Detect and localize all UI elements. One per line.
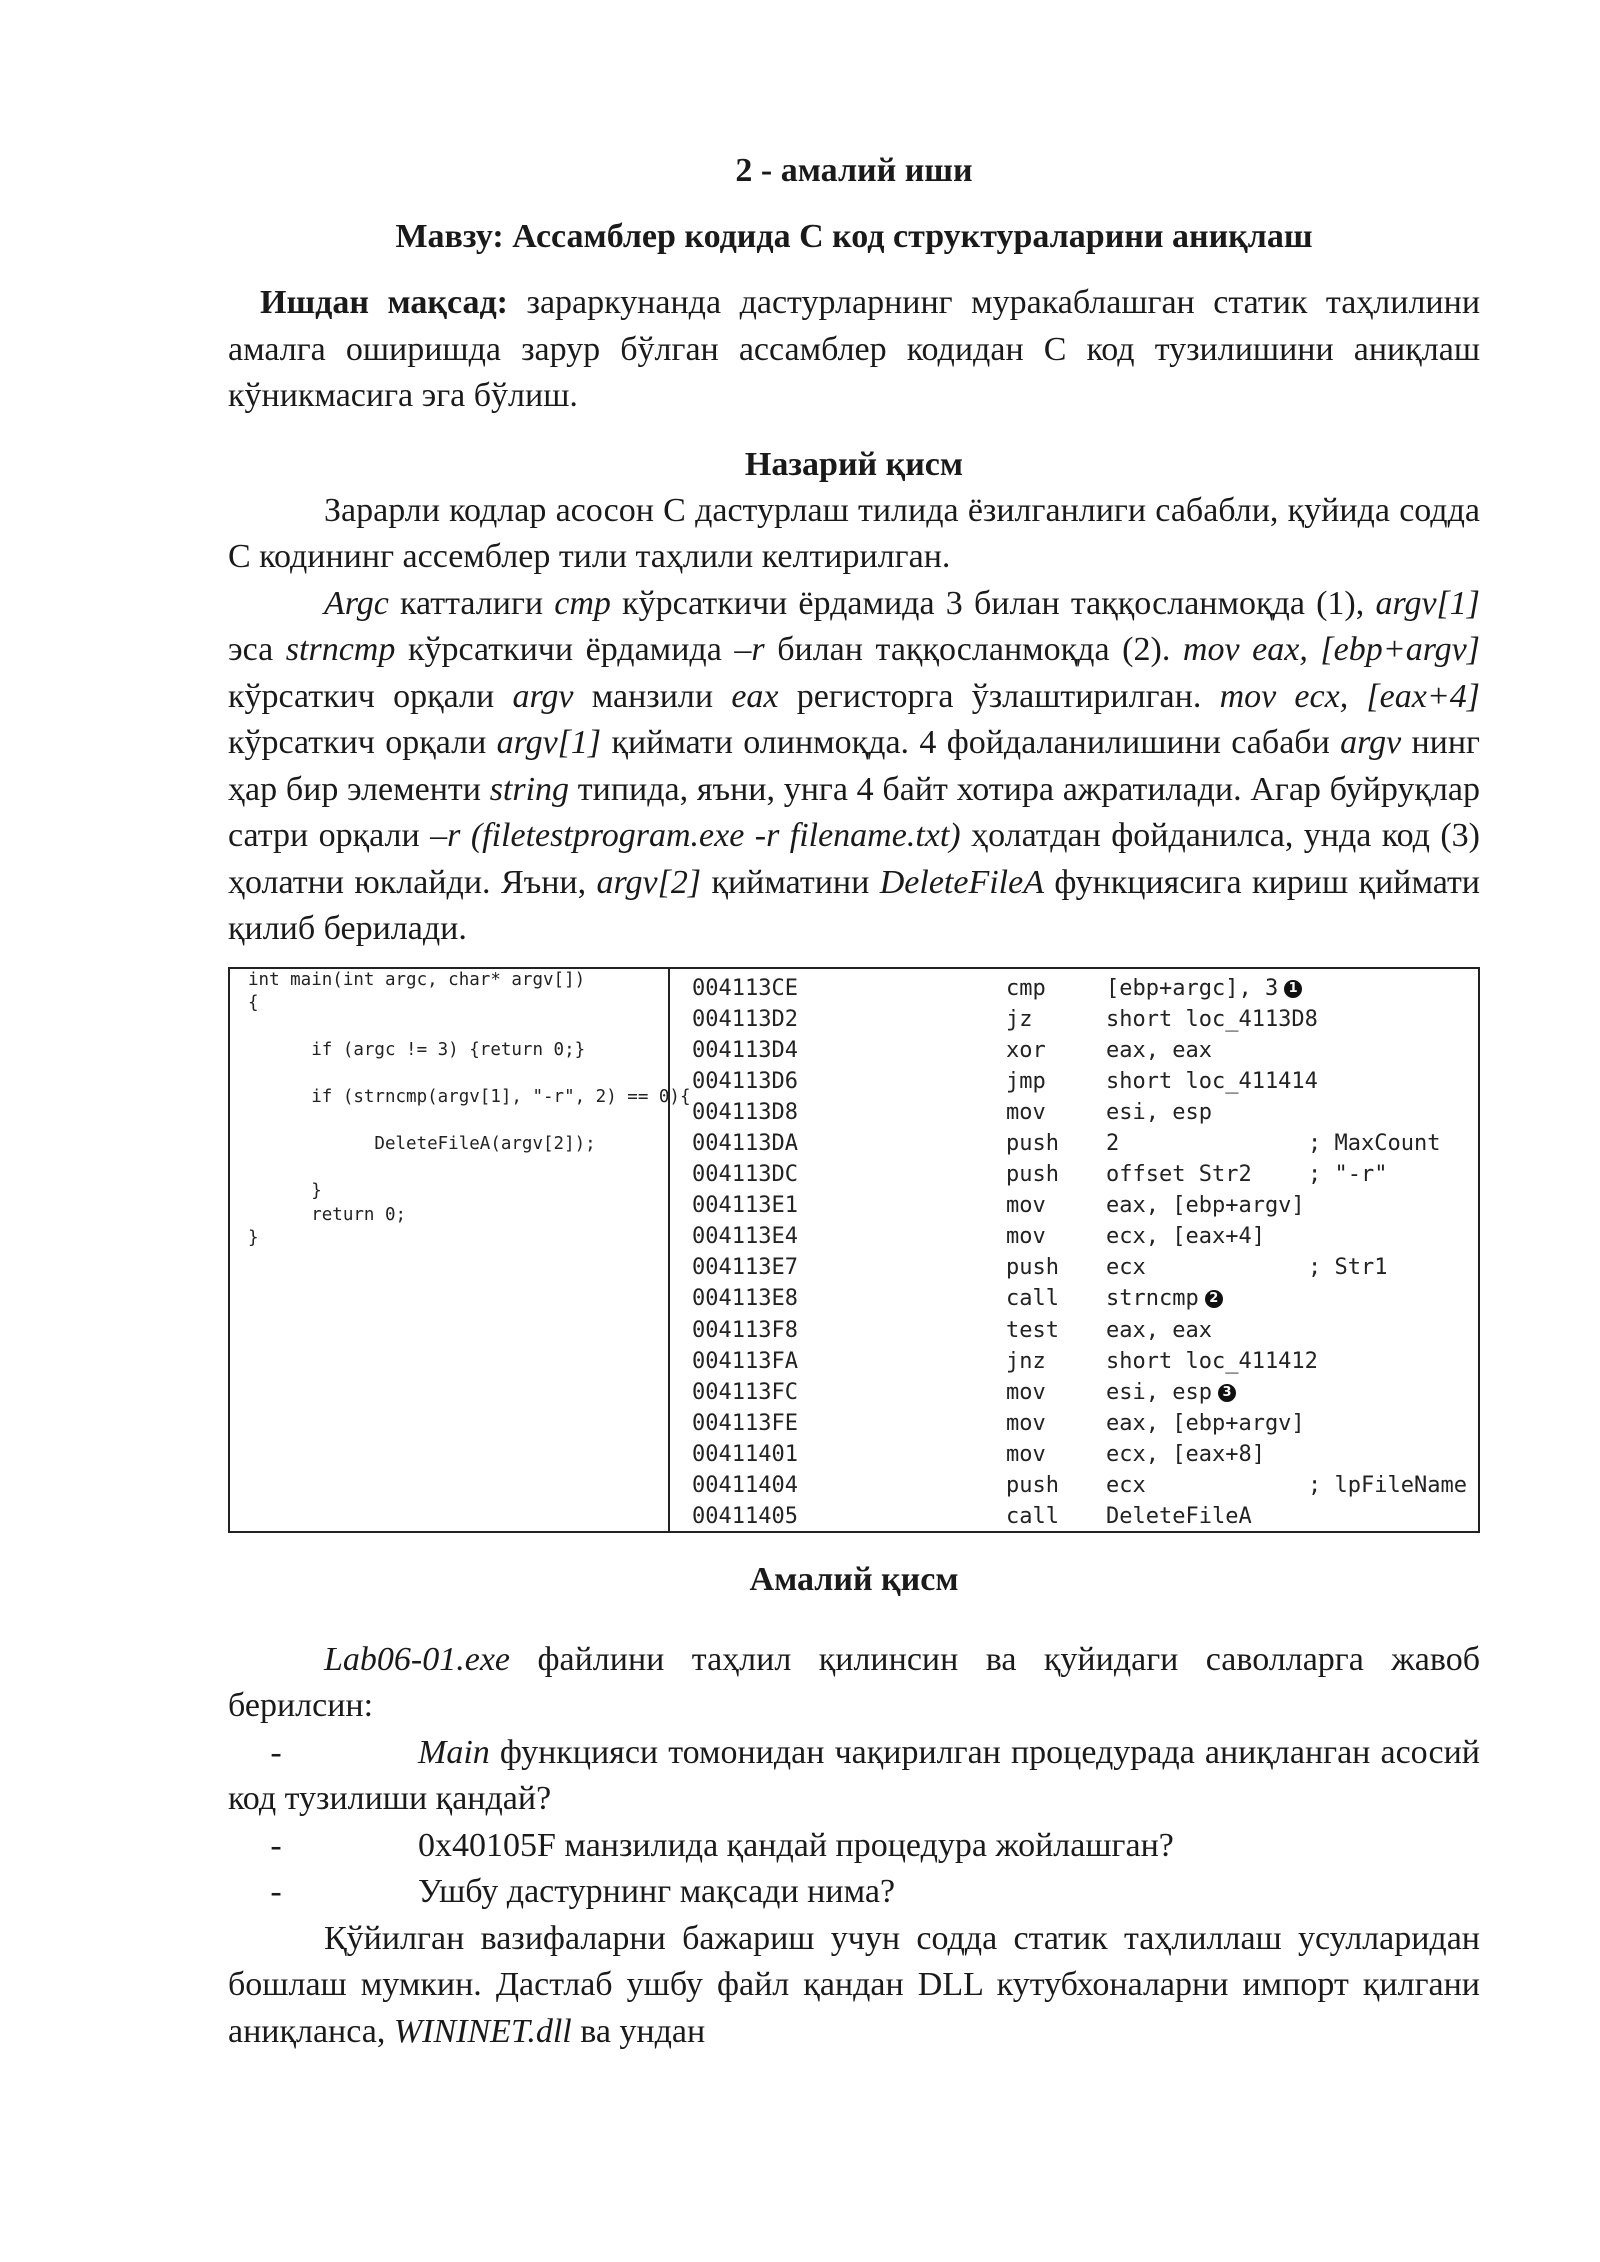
callout-marker: 2	[1205, 1290, 1223, 1308]
text-run: файлини таҳлил қилинсин ва қуйидаги саволларга жавоб берилсин:	[228, 1640, 1480, 1724]
asm-operands: eax, eax	[1106, 1037, 1212, 1063]
asm-opcode: mov	[1006, 1193, 1046, 1219]
term-argv2: argv[2]	[596, 863, 702, 901]
term-string: string	[489, 770, 570, 808]
asm-operands: ecx	[1106, 1473, 1146, 1498]
asm-opcode: push	[1006, 1473, 1059, 1498]
asm-row	[692, 1346, 1478, 1377]
asm-row	[692, 1501, 1478, 1532]
asm-operands-text: [ebp+argc], 3	[1106, 975, 1279, 1001]
term-mov-ecx: mov ecx, [eax+4]	[1219, 677, 1481, 715]
goal-label: Ишдан мақсад:	[260, 284, 509, 321]
asm-row	[692, 1159, 1478, 1190]
text-run: ҳолатдан фойданилса, унда код (3) ҳолатни юклайди. Яъни,	[228, 817, 1480, 901]
c-code-line: if (argc != 3) {return 0;}	[248, 1040, 586, 1060]
asm-operands: 2	[1106, 1130, 1120, 1156]
asm-operands-text: esi, esp	[1106, 1379, 1212, 1405]
term-command-line: –r (filetestprogram.exe -r filename.txt)	[430, 817, 961, 854]
asm-operands: ecx	[1106, 1255, 1146, 1281]
asm-operands	[1106, 1377, 1236, 1408]
asm-operands: ecx, [eax+8]	[1106, 1441, 1265, 1467]
term-wininet: WININET.dll	[393, 2012, 572, 2050]
asm-row	[692, 1470, 1478, 1501]
c-code-line: DeleteFileA(argv[2]);	[248, 1134, 596, 1154]
text-run: Қўйилган вазифаларни бажариш учун содда статик таҳлиллаш усулларидан бошлаш мумкин. Дастлаб ушбу файл қандан DLL кутубхоналарни импорт қилгани аниқланса,	[228, 1919, 1480, 2050]
asm-address: 00411401	[692, 1441, 798, 1467]
c-code-line: {	[248, 993, 259, 1013]
asm-comment: ; "-r"	[1308, 1162, 1388, 1188]
text-run: эса	[228, 631, 286, 668]
asm-address: 004113E7	[692, 1255, 798, 1281]
term-lab-file: Lab06-01.exe	[324, 1640, 511, 1678]
asm-address: 004113FE	[692, 1410, 798, 1436]
question-3	[228, 1869, 1480, 1916]
asm-row	[692, 1315, 1478, 1346]
text-run: типида, яъни, унга 4 байт хотира ажратилади. Агар буйруқлар сатри орқали	[228, 770, 1480, 854]
text-run: ва ундан	[571, 2012, 706, 2050]
asm-address: 004113D6	[692, 1068, 798, 1094]
asm-opcode: jmp	[1006, 1068, 1046, 1094]
question-3-text: Ушбу дастурнинг мақсади нима?	[418, 1873, 896, 1910]
asm-address: 004113FC	[692, 1379, 798, 1405]
asm-opcode: mov	[1006, 1099, 1046, 1125]
practice-heading: Амалий қисм	[749, 1560, 959, 1598]
term-strncmp: strncmp	[285, 631, 396, 668]
bullet-dash: -	[270, 1826, 282, 1864]
asm-row	[692, 1066, 1478, 1097]
term-main: Main	[418, 1733, 490, 1771]
asm-comment: ; MaxCount	[1308, 1130, 1441, 1156]
asm-address: 00411404	[692, 1473, 798, 1498]
asm-opcode: push	[1006, 1162, 1059, 1188]
term-argv: argv	[512, 677, 574, 715]
text-run: қийматини	[701, 863, 880, 901]
asm-operands	[1106, 973, 1302, 1004]
asm-comment: ; Str1	[1308, 1255, 1388, 1281]
asm-opcode: mov	[1006, 1379, 1046, 1405]
asm-row	[692, 1097, 1478, 1128]
asm-operands: short loc_411412	[1106, 1348, 1318, 1374]
asm-address: 004113DC	[692, 1162, 798, 1188]
assembly-panel	[670, 969, 1478, 1531]
bullet-gap	[324, 1869, 418, 1916]
bullet-dash: -	[270, 1733, 282, 1771]
asm-opcode: xor	[1006, 1037, 1046, 1063]
asm-row	[692, 973, 1478, 1004]
question-2-text: 0x40105F манзилида қандай процедура жойлашган?	[418, 1826, 1174, 1864]
lab-number-title: 2 - амалий иши	[735, 152, 973, 189]
c-code-line	[248, 1063, 668, 1087]
asm-address: 004113E1	[692, 1193, 798, 1219]
asm-row	[692, 1190, 1478, 1221]
asm-address: 004113DA	[692, 1130, 798, 1156]
asm-row	[692, 1408, 1478, 1439]
asm-address: 004113D8	[692, 1099, 798, 1125]
goal-text: зараркунанда дастурларнинг муракаблашган статик таҳлилини амалга оширишда зарур бўлган ассамблер кодидан С код тузилишини аниқлаш кўникмасига эга бўлиш.	[228, 284, 1481, 414]
text-run: кўрсаткич орқали	[228, 677, 513, 715]
term-argc: Argc	[324, 584, 389, 622]
asm-opcode: cmp	[1006, 975, 1046, 1001]
asm-opcode: push	[1006, 1130, 1059, 1156]
asm-opcode: mov	[1006, 1224, 1046, 1250]
asm-address: 004113E4	[692, 1224, 798, 1250]
asm-operands-text: strncmp	[1106, 1286, 1199, 1312]
theory-heading: Назарий қисм	[744, 445, 964, 483]
asm-operands: esi, esp	[1106, 1099, 1212, 1125]
asm-row	[692, 1035, 1478, 1066]
c-code-line: if (strncmp(argv[1], "-r", 2) == 0){	[248, 1087, 691, 1107]
asm-operands: short loc_4113D8	[1106, 1006, 1318, 1032]
c-code-line: }	[248, 1228, 259, 1248]
asm-row	[692, 1439, 1478, 1470]
asm-row	[692, 1004, 1478, 1035]
final-paragraph	[228, 1916, 1480, 2056]
text-run: кўрсаткичи ёрдамида	[395, 631, 735, 668]
bullet-dash: -	[270, 1873, 282, 1910]
term-argv1: argv[1]	[496, 724, 602, 761]
asm-operands	[1106, 1283, 1223, 1314]
document-page	[228, 148, 1480, 2055]
asm-address: 004113D4	[692, 1037, 798, 1063]
c-code-line: }	[248, 1181, 322, 1201]
term-r: –r	[734, 631, 765, 668]
asm-opcode: test	[1006, 1317, 1059, 1343]
practice-intro	[228, 1637, 1480, 1730]
text-run: кўрсаткич орқали	[228, 724, 497, 761]
c-code-line: return 0;	[248, 1204, 407, 1225]
c-code-line	[248, 1110, 668, 1134]
asm-row	[692, 1252, 1478, 1283]
text-run: функцияси томонидан чақирилган процедурада аниқланган асосий код тузилиши қандай?	[228, 1733, 1480, 1817]
asm-opcode: mov	[1006, 1410, 1046, 1436]
term-eax: eax	[731, 677, 779, 715]
asm-operands: eax, [ebp+argv]	[1106, 1410, 1305, 1436]
asm-comment: ; lpFileName	[1308, 1473, 1467, 1498]
term-argv1: argv[1]	[1375, 584, 1480, 622]
asm-operands: DeleteFileA	[1106, 1504, 1252, 1530]
text-run: қиймати олинмоқда. 4 фойдаланилишини сабаби	[601, 724, 1341, 761]
asm-address: 004113D2	[692, 1006, 798, 1032]
goal-paragraph	[228, 280, 1480, 420]
asm-address: 004113FA	[692, 1348, 798, 1374]
asm-opcode: call	[1006, 1286, 1059, 1312]
asm-row	[692, 1377, 1478, 1408]
asm-row	[692, 1283, 1478, 1314]
theory-paragraph-1: Зарарли кодлар асосон С дастурлаш тилида ёзилганлиги сабабли, қуйида содда С кодининг ассемблер тили таҳлили келтирилган.	[228, 491, 1480, 575]
c-source-panel	[230, 969, 691, 1531]
c-code-line	[248, 1157, 668, 1181]
asm-address: 00411405	[692, 1504, 798, 1530]
asm-opcode: jz	[1006, 1006, 1033, 1032]
text-run: манзили	[573, 677, 732, 715]
text-run: функциясига кириш қиймати қилиб берилади.	[228, 863, 1481, 947]
asm-address: 004113E8	[692, 1286, 798, 1312]
text-run: билан таққосланмоқда (2).	[764, 631, 1183, 668]
code-figure	[228, 967, 1480, 1533]
asm-opcode: jnz	[1006, 1348, 1046, 1374]
topic-title: Мавзу: Ассамблер кодида С код структураларини аниқлаш	[395, 218, 1313, 255]
term-mov-eax: mov eax, [ebp+argv]	[1182, 631, 1480, 668]
asm-row	[692, 1128, 1478, 1159]
asm-row	[692, 1221, 1478, 1252]
c-code-line	[248, 1016, 668, 1040]
asm-operands: eax, [ebp+argv]	[1106, 1193, 1305, 1219]
text-run: катталиги	[388, 584, 555, 622]
asm-operands: offset Str2	[1106, 1162, 1252, 1188]
asm-address: 004113CE	[692, 975, 798, 1001]
question-2	[228, 1823, 1480, 1870]
asm-address: 004113F8	[692, 1317, 798, 1343]
asm-opcode: mov	[1006, 1441, 1046, 1467]
text-run: кўрсаткичи ёрдамида 3 билан таққосланмоқда (1),	[610, 584, 1376, 622]
c-code-line: int main(int argc, char* argv[])	[248, 969, 586, 990]
text-run: регисторга ўзлаштирилган.	[778, 677, 1220, 715]
callout-marker: 1	[1284, 980, 1302, 998]
question-1	[228, 1730, 1480, 1823]
asm-operands: short loc_411414	[1106, 1068, 1318, 1094]
callout-marker: 3	[1218, 1384, 1236, 1402]
asm-operands: eax, eax	[1106, 1317, 1212, 1343]
term-argv: argv	[1340, 724, 1402, 761]
asm-opcode: push	[1006, 1255, 1059, 1281]
asm-operands: ecx, [eax+4]	[1106, 1224, 1265, 1250]
bullet-gap	[324, 1823, 418, 1870]
text-run: нинг ҳар бир элементи	[228, 724, 1481, 808]
theory-paragraph-2	[228, 581, 1480, 953]
term-deletefilea: DeleteFileA	[879, 863, 1044, 901]
term-cmp: cmp	[554, 584, 611, 622]
asm-opcode: call	[1006, 1504, 1059, 1530]
